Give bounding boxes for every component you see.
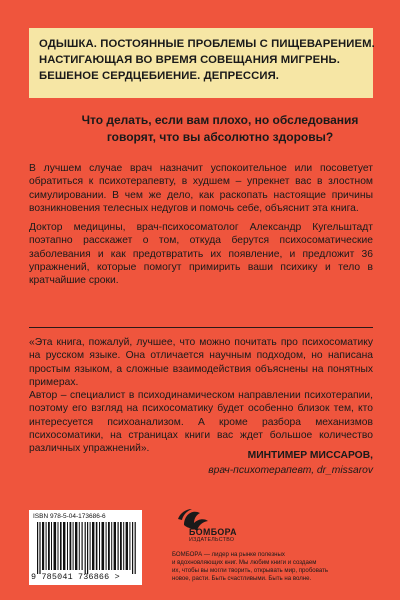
blurb-line: БОМБОРА — лидер на рынке полезных <box>172 551 285 558</box>
banner-line: ОДЫШКА. ПОСТОЯННЫЕ ПРОБЛЕМЫ С ПИЩЕВАРЕНИЕМ. <box>39 38 375 50</box>
barcode-digits: 9 785041 736866 > <box>31 572 120 582</box>
publisher-name: БОМБОРА <box>189 527 237 537</box>
intro-paragraph: В лучшем случае врач назначит успокоительное или посоветует обратиться к психотерапевту, в худшем – упрекнет вас в злостном симулировании. В чем же дело, как раскопать настоящие причины возникновения телесных недугов и помочь себе, объяснит эта книга. <box>29 163 373 214</box>
review-quote <box>29 336 373 456</box>
blurb-line: их, чтобы вы могли творить, открывать мир, пробовать <box>172 567 329 575</box>
publisher-subtitle: ИЗДАТЕЛЬСТВО <box>189 537 235 543</box>
signature-role: врач-психотерапевт, dr_missarov <box>208 465 373 476</box>
isbn-label: ISBN 978-5-04-173686-6 <box>33 513 106 520</box>
top-banner <box>29 28 373 98</box>
barcode-bars <box>37 522 137 574</box>
banner-line: БЕШЕНОЕ СЕРДЦЕБИЕНИЕ. ДЕПРЕССИЯ. <box>39 70 280 82</box>
quote-paragraph: Автор – специалист в психодинамическом направлении психотерапии, поэтому его взгляд на психосоматику будет особенно близок тем, кто интересуется психоанализом. А кроме разбора механизмов психосоматики, на страницах книги вас ждет большое количество различных упражнений». <box>29 390 373 455</box>
publisher-blurb <box>172 551 377 583</box>
barcode-graphic <box>37 522 137 574</box>
intro-text <box>29 162 373 294</box>
banner-line: НАСТИГАЮЩАЯ ВО ВРЕМЯ СОВЕЩАНИЯ МИГРЕНЬ. <box>39 54 340 66</box>
intro-paragraph: Доктор медицины, врач-психосоматолог Александр Кугельштадт поэтапно расскажет о том, откуда берутся психосоматические заболевания и как предотвратить их появление, и предложит 36 упражнений, которые помогут примирить ваши психику и тело в кратчайшие сроки. <box>29 222 373 287</box>
blurb-line: и вдохновляющих книг. Мы любим книги и создаем <box>172 559 317 567</box>
barcode <box>29 510 142 585</box>
signature-name: МИНТИМЕР МИССАРОВ, <box>247 450 373 461</box>
blurb-line: новое, расти. Быть счастливыми. Быть на волне. <box>172 575 312 583</box>
quote-paragraph: «Эта книга, пожалуй, лучшее, что можно почитать про психосоматику на русском языке. Она отличается научным подходом, но написана простым языком, а сложные взаимодействия объяснены на понятных примерах. <box>29 337 373 388</box>
divider-line <box>29 327 373 328</box>
headline: Что делать, если вам плохо, но обследования говорят, что вы абсолютно здоровы? <box>81 113 359 144</box>
